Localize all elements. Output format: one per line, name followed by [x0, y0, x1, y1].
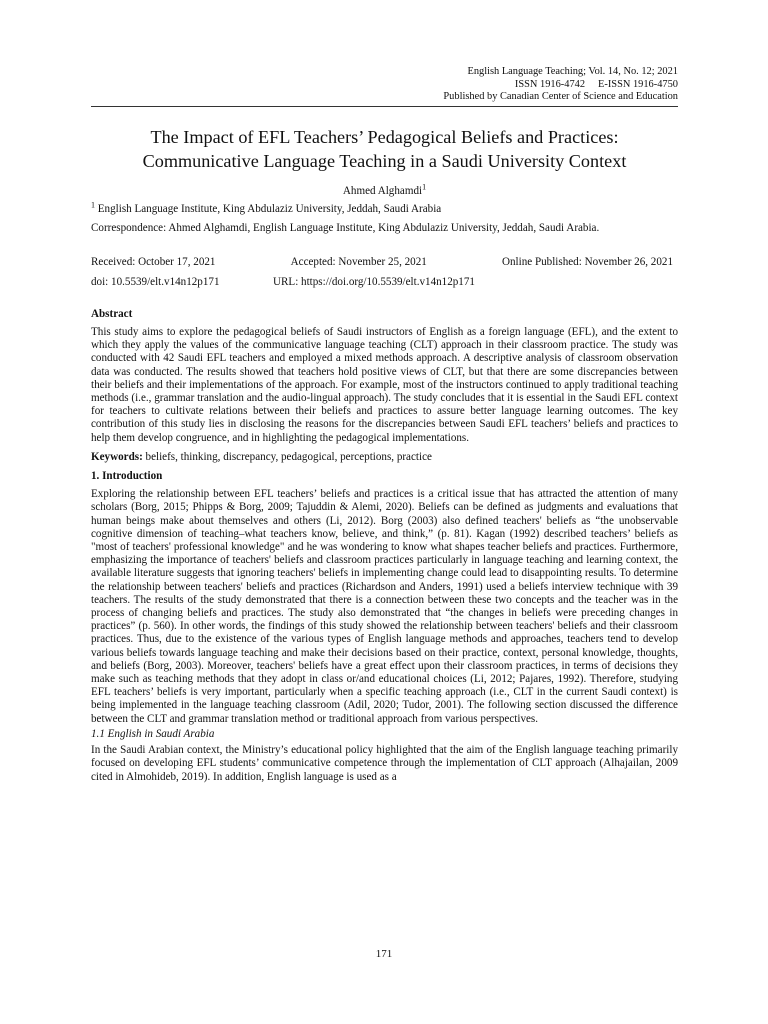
running-head: [91, 66, 678, 107]
doi-text: doi: 10.5539/elt.v14n12p171: [91, 275, 220, 288]
accepted-date: Accepted: November 25, 2021: [290, 256, 427, 269]
subsection-heading: 1.1 English in Saudi Arabia: [91, 727, 215, 740]
received-date: Received: October 17, 2021: [91, 256, 216, 269]
keywords: [91, 451, 678, 464]
doi-row: [91, 276, 678, 289]
affiliation-text: English Language Institute, King Abdulaziz University, Jeddah, Saudi Arabia: [97, 202, 442, 215]
page-number: 171: [375, 948, 393, 960]
introduction-heading: 1. Introduction: [91, 470, 163, 483]
title-line-2: Communicative Language Teaching in a Saudi University Context: [142, 150, 627, 171]
correspondence: Correspondence: Ahmed Alghamdi, English Language Institute, King Abdulaziz University, Jeddah, Saudi Arabia.: [91, 222, 600, 235]
abstract-heading: Abstract: [91, 307, 133, 320]
doi-url-link[interactable]: URL: https://doi.org/10.5539/elt.v14n12p171: [273, 275, 475, 288]
article-title: [91, 125, 678, 173]
keywords-label: Keywords:: [91, 450, 143, 463]
author-superscript: 1: [422, 182, 427, 192]
affiliation-superscript: 1: [91, 200, 95, 210]
publication-dates: [91, 256, 678, 269]
keywords-text: beliefs, thinking, discrepancy, pedagogical, perceptions, practice: [145, 450, 432, 463]
abstract-text: This study aims to explore the pedagogical beliefs of Saudi instructors of English as a foreign language (EFL), and the extent to which they apply the values of the communicative language teaching (CLT) approach in their classroom practice. The study was conducted with 42 Saudi EFL teachers and employed a mixed methods approach. A descriptive analysis of classroom observation data was conducted. The results showed that teachers hold positive views of CLT, but that there are some discrepancies between their beliefs and their implementations of the approach. For example, most of the instructors continued to apply traditional teaching methods (i.e., grammar translation and the audio-lingual approach). The study concludes that it is essential in the Saudi EFL context for teachers to cultivate relations between their beliefs and practices to assure better language learning outcomes. The key contribution of this study lies in disclosing the reasons for the discrepancies between Saudi EFL teachers’ beliefs and practices to help them develop congruence, and in highlighting the pedagogical implementations.: [91, 326, 678, 444]
title-line-1: The Impact of EFL Teachers’ Pedagogical Beliefs and Practices:: [150, 126, 619, 147]
issn-line: ISSN 1916-4742 E-ISSN 1916-4750: [514, 78, 678, 90]
publisher-line: Published by Canadian Center of Science and Education: [443, 91, 678, 103]
subsection-text: In the Saudi Arabian context, the Ministry’s educational policy highlighted that the aim of the English language teaching primarily focused on developing EFL students’ communicative competence through the implementation of CLT approach (Alhajailan, 2009 cited in Almohideb, 2019). In addition, English language is used as a: [91, 744, 678, 783]
author-name: Ahmed Alghamdi: [342, 184, 423, 197]
published-date: Online Published: November 26, 2021: [501, 256, 673, 269]
journal-volume-line: English Language Teaching; Vol. 14, No. 12; 2021: [467, 66, 678, 77]
introduction-text: Exploring the relationship between EFL teachers’ beliefs and practices is a critical issue that has attracted the attention of many scholars (Borg, 2015; Phipps & Borg, 2009; Tajuddin & Alemi, 2020). Beliefs can be defined as judgments and evaluations that human beings make about themselves and others (Li, 2012). Borg (2003) also defined teachers' beliefs as “the unobservable cognitive dimension of teaching–what teachers know, believe, and think,” (p. 81). Kagan (1992) described teachers’ beliefs as "most of teachers' professional knowledge" and he was wondering to know what shapes teacher beliefs and practices. Furthermore, emphasizing the importance of teachers' beliefs and classroom practices particularly in language teaching and learning context, the available literature suggests that ignoring teachers' beliefs in implementing change could lead to disappointing results. To determine the relationship between teachers' beliefs and practices (Richardson and Anders, 1991) used a beliefs interview technique with 39 teachers. The results of the study demonstrated that there is a connection between these two concepts and the teacher was in the process of changing beliefs and practices. The study also demonstrated that “the changes in beliefs were preceding changes in practices” (p. 560). In other words, the findings of this study showed the relationship between teachers' beliefs and their classroom practices. Thus, due to the existence of the various types of English language methods and approaches, teachers tend to develop various beliefs towards language teaching and make their decisions based on their practice, context, personal knowledge, thoughts, and beliefs (Borg, 2003). Moreover, teachers' beliefs have a great effect upon their classroom practices, in terms of decisions they make such as teaching methods that they adopt in class or/and educational choices (Li, 2012; Pajares, 1992). Therefore, studying EFL teachers’ beliefs is very important, particularly when a specific teaching approach (i.e., CLT in the current Saudi context) is being implemented in the language teaching classroom (Adil, 2020; Tudor, 2001). The following section discussed the difference between the CLT and grammar translation method or traditional approach from various perspectives.: [91, 488, 678, 725]
author-line: [91, 182, 678, 198]
affiliation: [91, 200, 678, 216]
